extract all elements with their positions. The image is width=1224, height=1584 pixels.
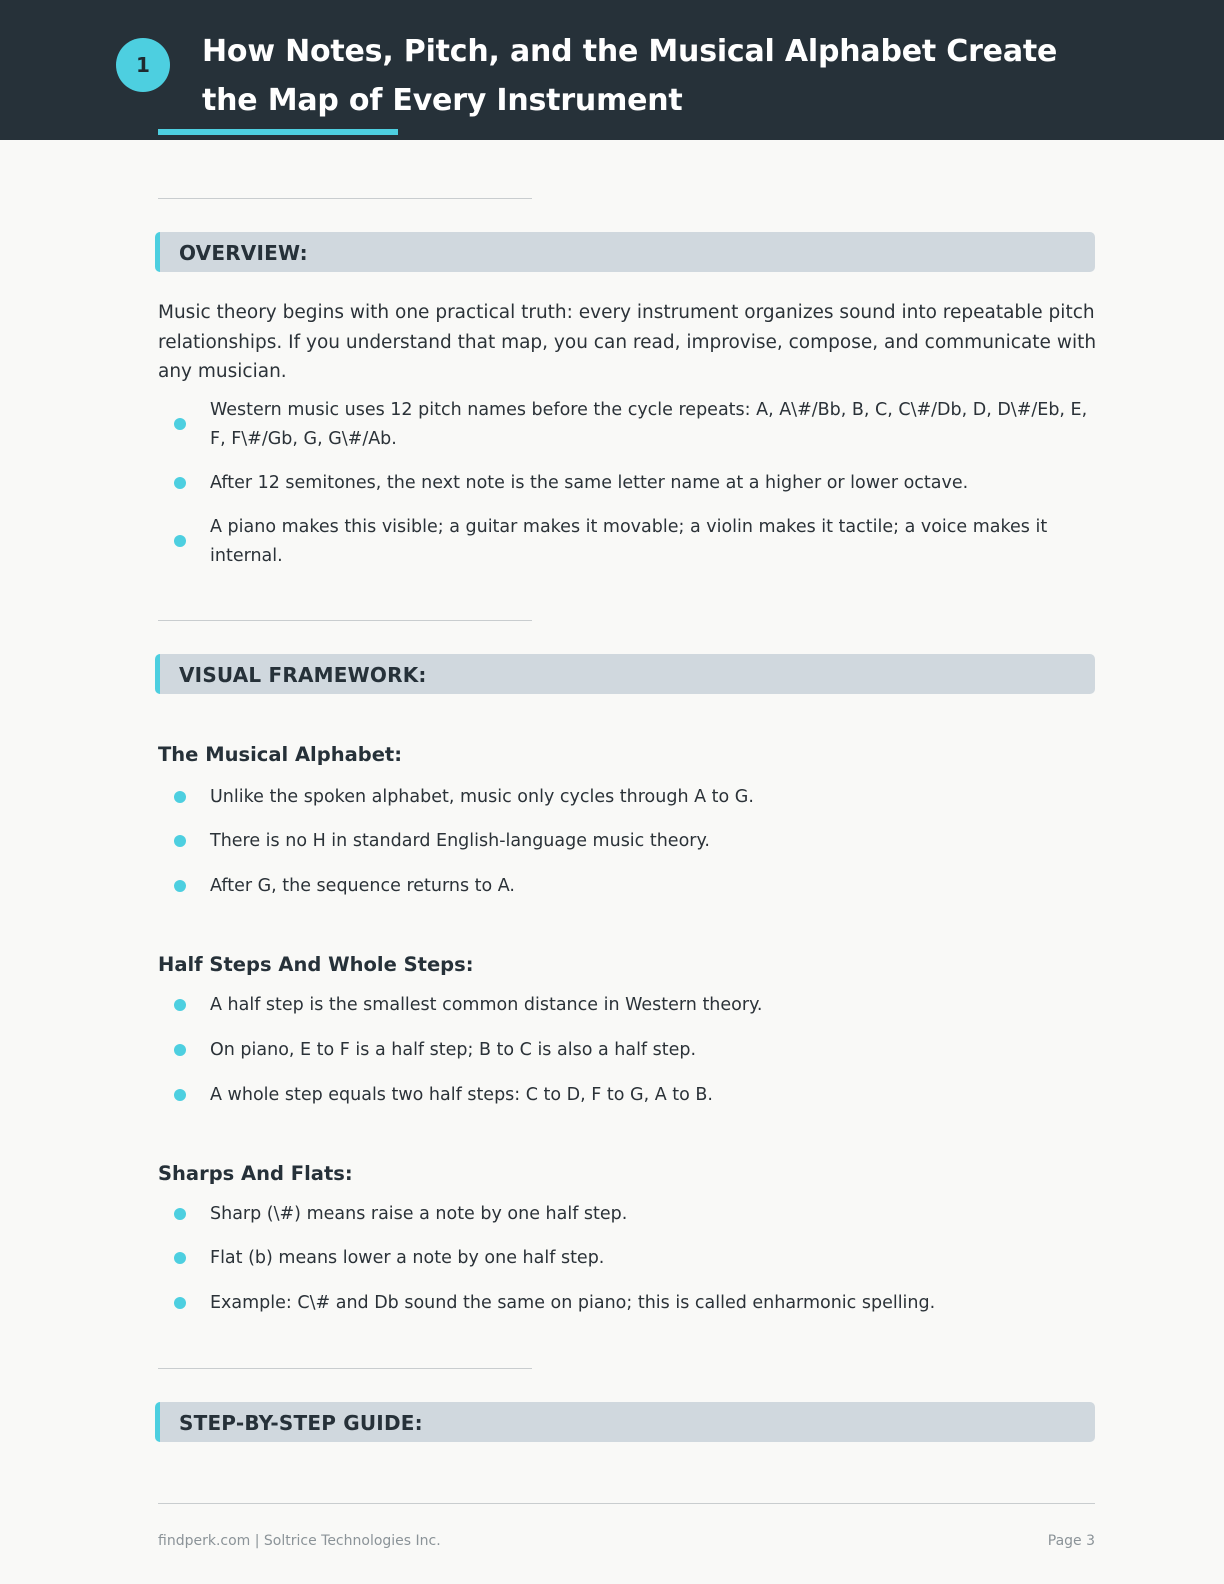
footer-publisher: findperk.com | Soltrice Technologies Inc. [158,1533,441,1549]
overview-paragraph: Music theory begins with one practical truth: every instrument organizes sound into repeatable pitch relationships. If you understand that map, you can read, improvise, compose, and communicate with any musician. [158,302,1097,382]
list-item-text: After G, the sequence returns to A. [210,876,515,896]
list-item-text: A whole step equals two half steps: C to D, F to G, A to B. [210,1085,713,1105]
bullet-icon [174,835,186,847]
page-number: Page 3 [1047,1533,1095,1549]
list-item-text: There is no H in standard English-language music theory. [210,831,710,851]
bullet-icon [174,1089,186,1101]
list-item-text: A piano makes this visible; a guitar makes it movable; a violin makes it tactile; a voice makes it internal. [210,517,1048,566]
section-heading-text: STEP-BY-STEP GUIDE: [179,1411,423,1435]
subheading-sharps-flats: Sharps And Flats: [158,1162,353,1185]
bullet-icon [174,791,186,803]
section-divider [158,1368,532,1369]
bullet-icon [174,1044,186,1056]
bullet-icon [174,1252,186,1264]
bullet-icon [174,880,186,892]
bullet-icon [174,1297,186,1309]
list-item-text: Western music uses 12 pitch names before the cycle repeats: A, A\#/Bb, B, C, C\#/Db, D, D\#/Eb, E, F, F\#/Gb, G, G\#/Ab. [210,400,1088,449]
list-item-text: On piano, E to F is a half step; B to C is also a half step. [210,1040,697,1060]
section-heading-text: OVERVIEW: [179,241,308,265]
title-underline [158,129,398,135]
section-heading-text: VISUAL FRAMEWORK: [179,663,427,687]
section-heading-step-guide [155,1402,1095,1442]
section-heading-overview [155,232,1095,272]
list-item-text: Flat (b) means lower a note by one half step. [210,1248,605,1268]
section-divider [158,198,532,199]
bullet-icon [174,477,186,489]
subheading-half-whole-steps: Half Steps And Whole Steps: [158,953,474,976]
bullet-icon [174,999,186,1011]
list-item-text: A half step is the smallest common distance in Western theory. [210,995,763,1015]
section-heading-visual-framework [155,654,1095,694]
list-item-text: Example: C\# and Db sound the same on piano; this is called enharmonic spelling. [210,1293,936,1313]
chapter-number-badge: 1 [116,38,170,92]
list-item-text: After 12 semitones, the next note is the same letter name at a higher or lower octave. [210,473,969,493]
bullet-icon [174,535,186,547]
subheading-musical-alphabet: The Musical Alphabet: [158,743,403,766]
bullet-icon [174,1208,186,1220]
chapter-title: How Notes, Pitch, and the Musical Alphabet Create the Map of Every Instrument [202,34,1058,118]
footer-divider [158,1503,1095,1504]
list-item-text: Sharp (\#) means raise a note by one half step. [210,1204,628,1224]
bullet-icon [174,418,186,430]
chapter-header [0,0,1224,140]
section-divider [158,620,532,621]
list-item-text: Unlike the spoken alphabet, music only cycles through A to G. [210,787,754,807]
